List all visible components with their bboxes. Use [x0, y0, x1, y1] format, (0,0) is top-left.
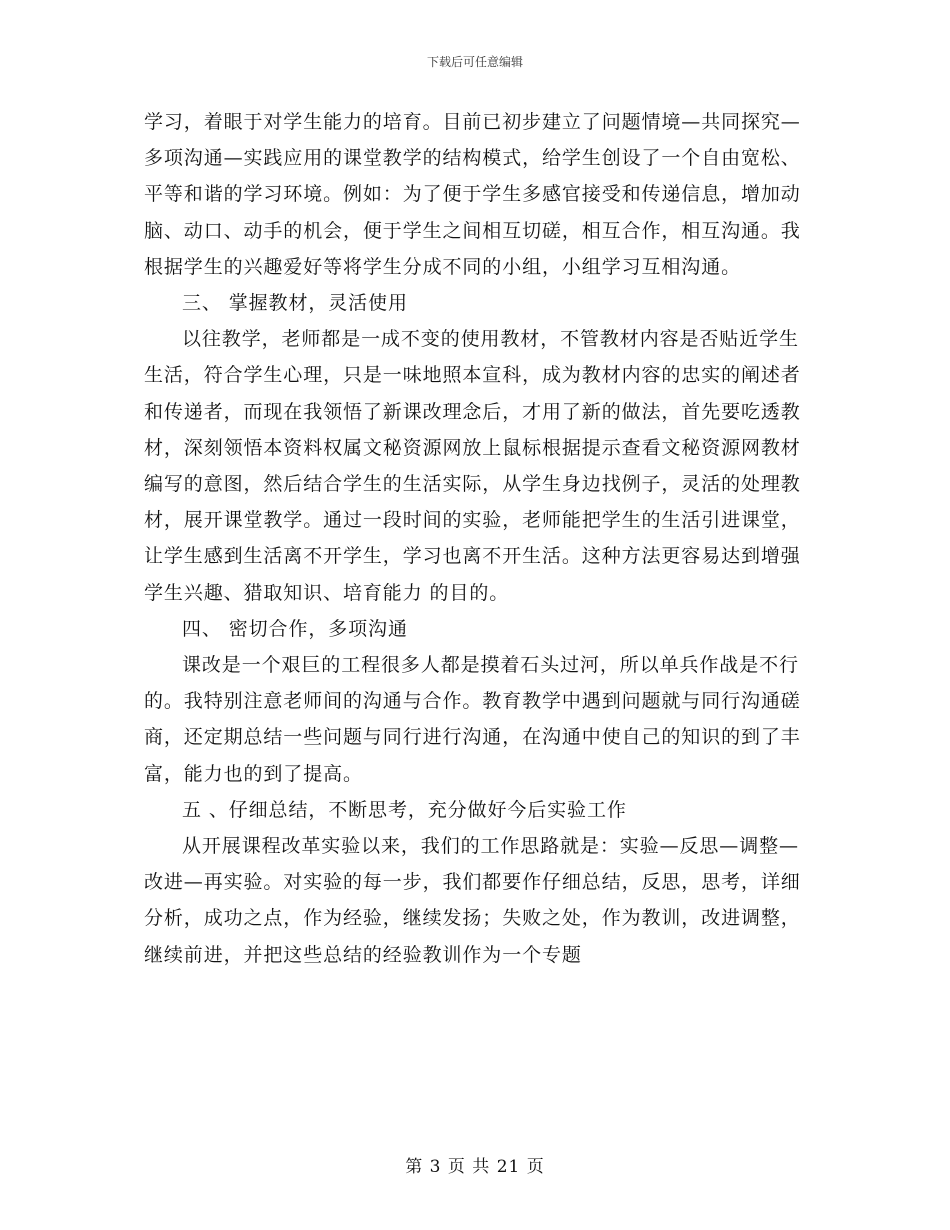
paragraph-section-4: 课改是一个艰巨的工程很多人都是摸着石头过河，所以单兵作战是不行的。我特别注意老师间的沟通与合作。教育教学中遇到问题就与同行沟通磋商，还定期总结一些问题与同行进行沟通，在沟通中使自己的知识的到了丰富，能力也的到了提高。: [144, 654, 801, 785]
paragraph-continued: 学习，着眼于对学生能力的培育。目前已初步建立了问题情境—共同探究—多项沟通—实践应用的课堂教学的结构模式，给学生创设了一个自由宽松、平等和谐的学习环境。例如：为了便于学生多感官接受和传递信息，增加动脑、动口、动手的机会，便于学生之间相互切磋，相互合作，相互沟通。我根据学生的兴趣爱好等将学生分成不同的小组，小组学习互相沟通。: [144, 111, 801, 278]
document-body: [144, 104, 804, 973]
page-header-note: 下载后可任意编辑: [426, 55, 523, 69]
section-heading-3: 三、 掌握教材，灵活使用: [182, 292, 408, 315]
paragraph-section-5: 从开展课程改革实验以来，我们的工作思路就是：实验—反思—调整—改进—再实验。对实验的每一步，我们都要作仔细总结，反思，思考，详细分析，成功之点，作为经验，继续发扬；失败之处，作为教训，改进调整，继续前进，并把这些总结的经验教训作为一个专题: [144, 835, 801, 966]
page-number: 第 3 页 共 21 页: [405, 1157, 545, 1177]
section-heading-5: 五 、仔细总结，不断思考，充分做好今后实验工作: [182, 798, 627, 821]
paragraph-section-3: 以往教学，老师都是一成不变的使用教材，不管教材内容是否贴近学生生活，符合学生心理，只是一味地照本宣科，成为教材内容的忠实的阐述者和传递者，而现在我领悟了新课改理念后，才用了新的做法，首先要吃透教材，深刻领悟本资料权属文秘资源网放上鼠标根据提示查看文秘资源网教材编写的意图，然后结合学生的生活实际，从学生身边找例子，灵活的处理教材，展开课堂教学。通过一段时间的实验，老师能把学生的生活引进课堂，让学生感到生活离不开学生，学习也离不开生活。这种方法更容易达到增强学生兴趣、猎取知识、培育能力 的目的。: [144, 328, 801, 604]
section-heading-4: 四、 密切合作，多项沟通: [182, 617, 408, 640]
